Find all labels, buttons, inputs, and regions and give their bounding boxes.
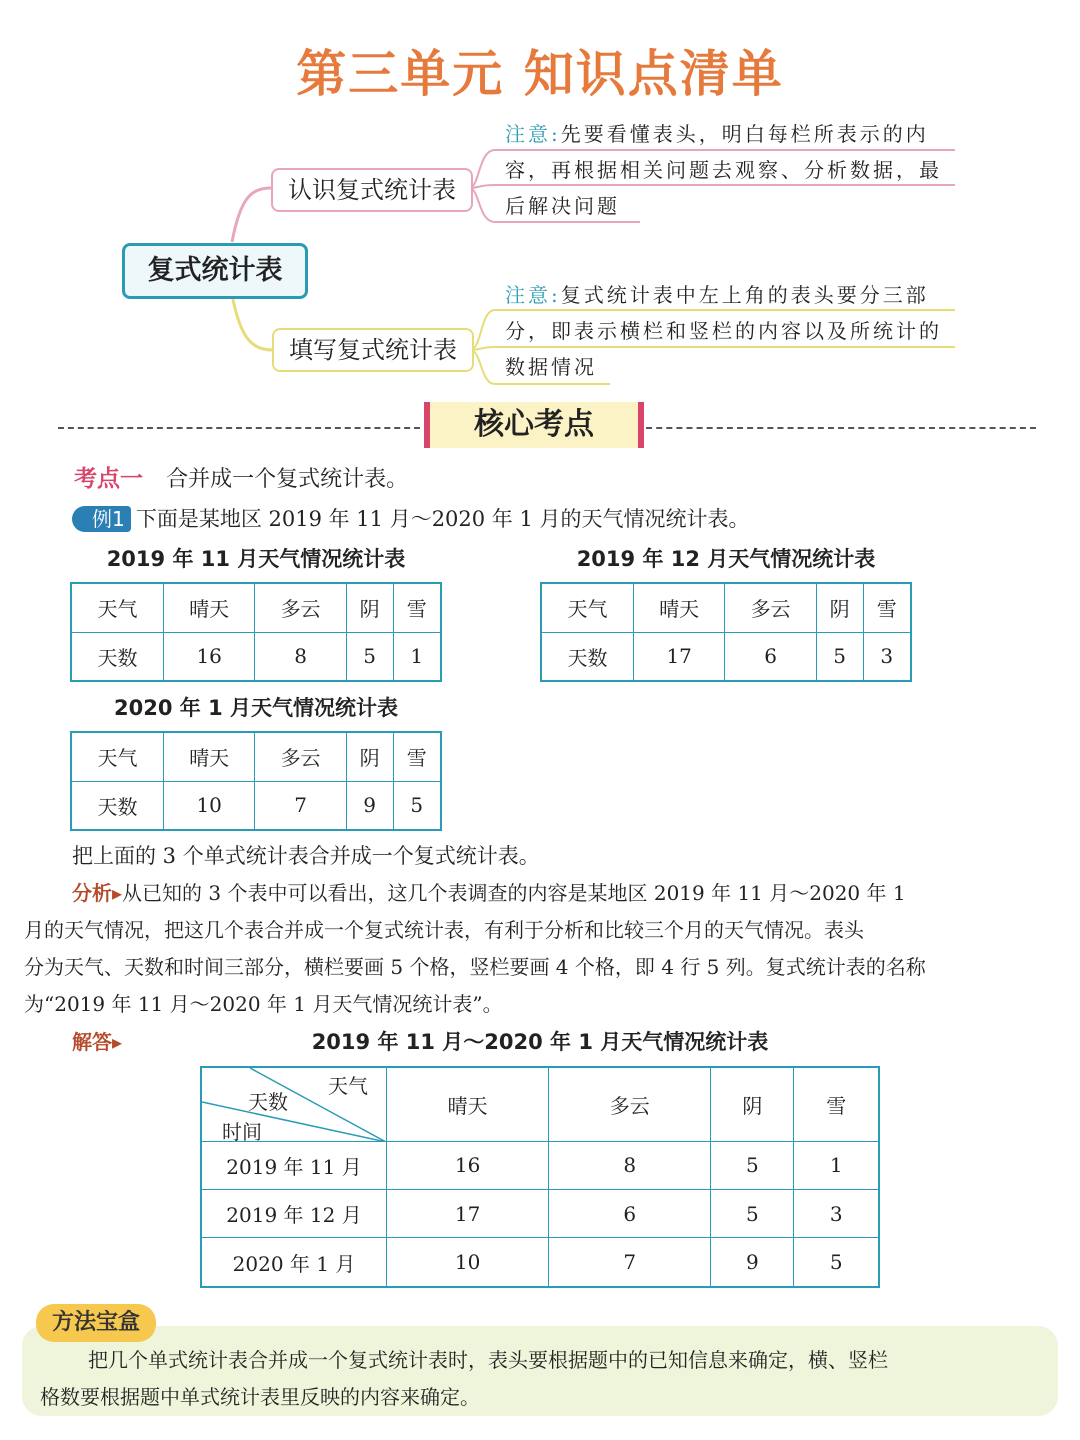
- table-row: [201, 1238, 879, 1287]
- row-label: 2019 年 11 月: [201, 1141, 387, 1189]
- value-cell: 6: [725, 632, 816, 681]
- combined-weather-table: [200, 1066, 880, 1288]
- table-row: [201, 1141, 879, 1189]
- value-cell: 16: [164, 632, 255, 681]
- mindmap-branch-recognize: 认识复式统计表: [271, 168, 473, 212]
- value-cell: 5: [794, 1238, 879, 1287]
- analysis-label: 分析▸: [72, 881, 123, 905]
- mindmap-root: 复式统计表: [122, 243, 308, 299]
- note-line: 容，再根据相关问题去观察、分析数据，最: [505, 158, 942, 182]
- value-cell: 1: [393, 632, 441, 681]
- note-line: 后解决问题: [505, 194, 620, 218]
- weather-table-jan: [70, 731, 442, 831]
- core-points-heading: 核心考点: [424, 402, 644, 448]
- corner-top-label: 天气: [328, 1074, 368, 1098]
- value-cell: 3: [863, 632, 911, 681]
- value-cell: 8: [549, 1141, 711, 1189]
- value-cell: 5: [816, 632, 863, 681]
- header-cell: 天气: [71, 732, 164, 781]
- row-label: 天数: [71, 781, 164, 830]
- value-cell: 10: [164, 781, 255, 830]
- analysis-block: [24, 875, 1064, 1023]
- value-cell: 10: [387, 1238, 549, 1287]
- value-cell: 7: [255, 781, 346, 830]
- value-cell: 9: [346, 781, 393, 830]
- header-cell: 阴: [346, 732, 393, 781]
- value-cell: 17: [387, 1189, 549, 1237]
- value-cell: 16: [387, 1141, 549, 1189]
- point-one: [74, 460, 408, 493]
- value-cell: 17: [634, 632, 725, 681]
- note-line: 复式统计表中左上角的表头要分三部: [560, 283, 929, 307]
- mindmap-branch-fill: 填写复式统计表: [272, 328, 474, 372]
- point-label: 考点一: [74, 466, 143, 492]
- value-cell: 5: [346, 632, 393, 681]
- branch1-note: [505, 116, 975, 224]
- example-badge: 例1: [72, 506, 131, 532]
- answer-table-title: 2019 年 11 月～2020 年 1 月天气情况统计表: [311, 1030, 769, 1054]
- value-cell: 6: [549, 1189, 711, 1237]
- value-cell: 8: [255, 632, 346, 681]
- header-cell: 阴: [816, 583, 863, 632]
- answer-label: 解答▸: [72, 1030, 123, 1054]
- corner-header: [201, 1067, 387, 1144]
- point-text: 合并成一个复式统计表。: [166, 467, 409, 492]
- corner-mid-label: 天数: [248, 1090, 288, 1114]
- value-cell: 5: [393, 781, 441, 830]
- row-label: 2019 年 12 月: [201, 1189, 387, 1237]
- table-title: 2019 年 11 月天气情况统计表: [106, 547, 406, 571]
- table-title: 2019 年 12 月天气情况统计表: [576, 547, 876, 571]
- header-cell: 天气: [541, 583, 634, 632]
- header-cell: 天气: [71, 583, 164, 632]
- note-line: 数据情况: [505, 355, 597, 379]
- value-cell: 9: [711, 1238, 794, 1287]
- analysis-line: 分为天气、天数和时间三部分，横栏要画 5 个格，竖栏要画 4 个格，即 4 行 5 列。复式统计表的名称: [24, 955, 926, 979]
- example-text: 下面是某地区 2019 年 11 月～2020 年 1 月的天气情况统计表。: [135, 507, 750, 531]
- header-cell: 晴天: [634, 583, 725, 632]
- method-line: 格数要根据题中单式统计表里反映的内容来确定。: [40, 1385, 480, 1409]
- header-cell: 多云: [725, 583, 816, 632]
- row-label: 2020 年 1 月: [201, 1238, 387, 1287]
- header-cell: 晴天: [164, 583, 255, 632]
- header-cell: 雪: [393, 732, 441, 781]
- header-cell: 雪: [863, 583, 911, 632]
- analysis-line: 从已知的 3 个表中可以看出，这几个表调查的内容是某地区 2019 年 11 月～2020 年 1: [122, 881, 906, 905]
- header-cell: 阴: [346, 583, 393, 632]
- row-label: 天数: [541, 632, 634, 681]
- table-row: [201, 1189, 879, 1237]
- column-header: 多云: [549, 1067, 711, 1141]
- method-line: 把几个单式统计表合并成一个复式统计表时，表头要根据题中的已知信息来确定，横、竖栏: [88, 1348, 888, 1372]
- note-label: 注意:: [505, 283, 561, 307]
- column-header: 雪: [794, 1067, 879, 1141]
- header-cell: 晴天: [164, 732, 255, 781]
- page-title: 第三单元 知识点清单: [296, 45, 784, 103]
- corner-bottom-label: 时间: [222, 1120, 262, 1144]
- column-header: 阴: [711, 1067, 794, 1141]
- header-cell: 多云: [255, 583, 346, 632]
- analysis-line: 为“2019 年 11 月～2020 年 1 月天气情况统计表”。: [24, 992, 503, 1016]
- method-text: [40, 1342, 1050, 1416]
- row-label: 天数: [71, 632, 164, 681]
- branch2-note: [505, 277, 975, 385]
- value-cell: 5: [711, 1141, 794, 1189]
- header-cell: 雪: [393, 583, 441, 632]
- analysis-line: 月的天气情况，把这几个表合并成一个复式统计表，有利于分析和比较三个月的天气情况。表头: [24, 918, 864, 942]
- divider-right: [636, 427, 1036, 429]
- table-title: 2020 年 1 月天气情况统计表: [114, 696, 398, 720]
- header-cell: 多云: [255, 732, 346, 781]
- divider-left: [58, 427, 420, 429]
- note-label: 注意:: [505, 122, 561, 146]
- value-cell: 5: [711, 1189, 794, 1237]
- value-cell: 3: [794, 1189, 879, 1237]
- note-line: 分，即表示横栏和竖栏的内容以及所统计的: [505, 319, 942, 343]
- method-tag: 方法宝盒: [36, 1304, 156, 1342]
- question-text: 把上面的 3 个单式统计表合并成一个复式统计表。: [72, 844, 540, 868]
- example-one: [72, 503, 750, 533]
- weather-table-dec: [540, 582, 912, 682]
- value-cell: 1: [794, 1141, 879, 1189]
- note-line: 先要看懂表头，明白每栏所表示的内: [560, 122, 929, 146]
- weather-table-nov: [70, 582, 442, 682]
- value-cell: 7: [549, 1238, 711, 1287]
- column-header: 晴天: [387, 1067, 549, 1141]
